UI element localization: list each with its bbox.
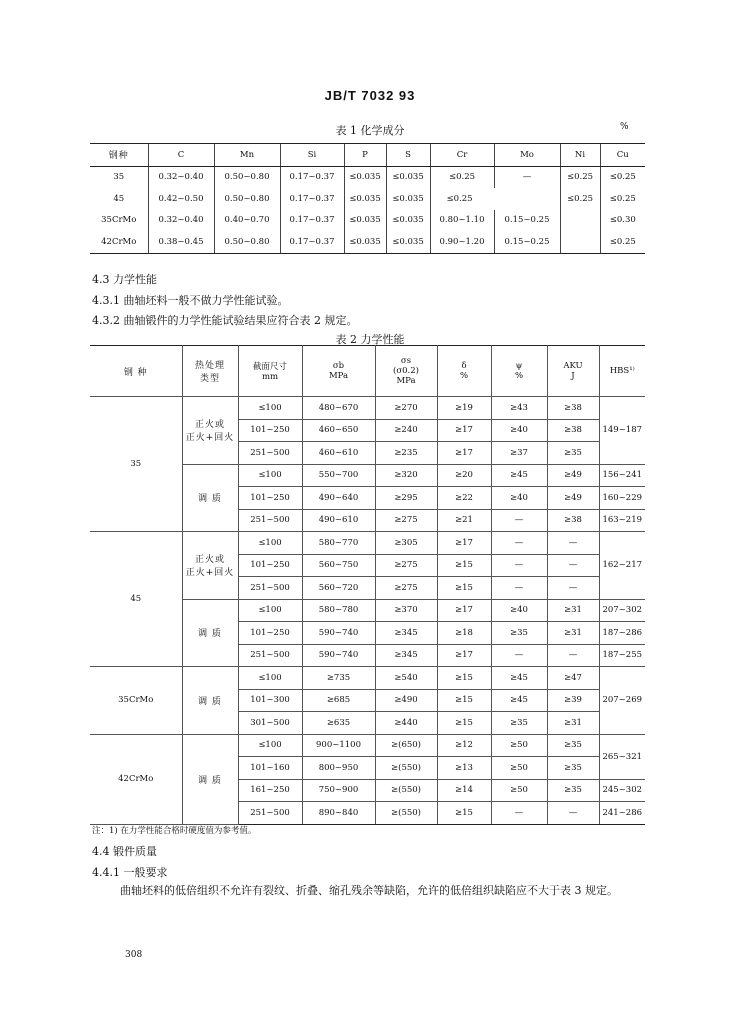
table-cell: — [491,802,547,825]
header-line: % [514,371,524,381]
table-cell: 162~217 [599,532,645,600]
table-cell: 0.50~0.80 [214,231,280,253]
table-cell: ≥540 [375,667,437,690]
table-cell: 42CrMo [90,231,148,253]
table-cell: — [547,802,599,825]
table-cell: 251~500 [238,509,302,532]
table-cell: ≤0.25 [560,188,600,210]
table-cell: 580~780 [302,599,375,622]
col-header: 钢种 [90,144,148,167]
table-cell: 156~241 [599,464,645,487]
table-cell: ≤0.25 [600,188,645,210]
heat-type [182,397,238,465]
table-cell: — [547,532,599,555]
table-cell: ≥295 [375,487,437,510]
header-line: MPa [328,371,349,381]
heat-type: 调 质 [182,599,238,667]
header-line: σb [332,361,345,371]
table-row [90,231,645,253]
table-cell: ≥40 [491,419,547,442]
table-cell: 0.40~0.70 [214,210,280,232]
header-line: MPa [396,376,416,386]
table-cell: ≥31 [547,712,599,735]
table-cell: 0.17~0.37 [280,188,344,210]
table-cell: ≥735 [302,667,375,690]
col-header: Ni [560,144,600,167]
steel-grade: 45 [90,532,182,667]
table-cell: 35 [113,172,125,183]
table-cell: 161~250 [238,779,302,802]
table-cell: ≥47 [547,667,599,690]
col-header: Mn [214,144,280,167]
table-cell: ≥(550) [375,802,437,825]
table-cell: ≤0.035 [386,166,430,188]
table-cell: 251~500 [238,577,302,600]
heat-type: 调 质 [182,464,238,532]
steel-grade: 42CrMo [90,734,182,824]
table-cell: ≥45 [491,464,547,487]
table-cell: ≥37 [491,442,547,465]
table-cell: 0.17~0.37 [280,166,344,188]
table-row [90,166,645,188]
col-header-impact [547,346,599,397]
table-cell: 0.80~1.10 [430,210,494,232]
table-cell: ≥19 [437,397,491,420]
table-cell: 590~740 [302,622,375,645]
table-cell: 580~770 [302,532,375,555]
table-cell: ≥43 [491,397,547,420]
table-cell: 187~286 [599,622,645,645]
header-line: 截面尺寸 [252,362,287,372]
table-cell: ≥490 [375,689,437,712]
section-4-4-1: 4.4.1 一般要求 [92,866,168,879]
table-cell: 241~286 [599,802,645,825]
table-cell: 251~500 [238,802,302,825]
table-cell: ≥35 [547,442,599,465]
table-cell: ≥(650) [375,734,437,757]
table-cell: ≤100 [238,667,302,690]
col-header: Cr [430,144,494,167]
table-cell: 480~670 [302,397,375,420]
table-cell: ≤0.25 [600,166,645,188]
page-number: 308 [125,950,143,960]
table-cell: 560~750 [302,554,375,577]
table-cell: 0.42~0.50 [148,188,214,210]
col-header-hardness: HBS¹⁾ [599,346,645,397]
table-row [90,188,645,210]
table-cell: 0.32~0.40 [148,210,214,232]
table-cell: 149~187 [599,397,645,465]
table-cell: 101~250 [238,487,302,510]
table-cell: ≤0.25 [430,166,494,188]
standard-header: JB/T 7032 93 [324,88,416,103]
table-cell: ≥18 [437,622,491,645]
table-cell: ≥39 [547,689,599,712]
table-cell: ≥17 [437,419,491,442]
mechanical-properties-table [90,345,645,825]
table-cell: ≤0.035 [344,188,386,210]
table2-caption: 表 2 力学性能 [335,333,405,346]
table-cell: ≤0.25 [600,231,645,253]
heat-line: 正火或 [194,555,225,566]
table-cell: ≥15 [437,802,491,825]
section-4-4: 4.4 锻件质量 [92,845,157,858]
table-cell [560,210,600,232]
table-cell: ≥17 [437,644,491,667]
table-cell: ≥440 [375,712,437,735]
table-cell: 900~1100 [302,734,375,757]
table-cell: 35CrMo [101,215,137,226]
table-cell: ≤100 [238,532,302,555]
table-row [90,397,645,420]
table-cell: 0.17~0.37 [280,210,344,232]
table-cell: ≥49 [547,487,599,510]
table-cell: 0.15~0.25 [494,231,560,253]
table-cell: ≤0.035 [386,188,430,210]
table-cell: ≥12 [437,734,491,757]
header-line: 热处理 [194,361,225,371]
table-cell: 101~250 [238,419,302,442]
table1-header-row [90,144,645,167]
table-cell: ≥50 [491,779,547,802]
table-cell: ≥15 [437,554,491,577]
table-cell: 187~255 [599,644,645,667]
table-cell: ≥635 [302,712,375,735]
table-cell: — [491,554,547,577]
table-cell: ≥275 [375,554,437,577]
table-cell: ≥50 [491,757,547,780]
table-cell: — [491,577,547,600]
table-cell: — [491,532,547,555]
heat-type [182,532,238,600]
steel-grade: 35 [90,397,182,532]
table-cell: ≥685 [302,689,375,712]
col-header-reduction [491,346,547,397]
header-line: 类型 [199,374,220,384]
col-header: Si [280,144,344,167]
table-cell: 560~720 [302,577,375,600]
table-cell: 251~500 [238,442,302,465]
table-cell: 101~300 [238,689,302,712]
table-cell: ≥17 [437,599,491,622]
heat-type: 调 质 [182,734,238,824]
table-cell: ≤0.035 [344,210,386,232]
table-cell: ≥15 [437,689,491,712]
table-cell: ≥45 [491,667,547,690]
table-cell: ≥22 [437,487,491,510]
header-line: mm [261,372,279,382]
table-cell: ≤0.035 [344,231,386,253]
steel-grade: 35CrMo [90,667,182,735]
table-row [90,210,645,232]
table-cell: ≥40 [491,599,547,622]
table-cell: 750~900 [302,779,375,802]
table-cell: ≥345 [375,622,437,645]
table-row [90,734,645,757]
table-cell: — [547,577,599,600]
table-cell: ≥20 [437,464,491,487]
heat-line: 正火或 [194,420,225,431]
section-4-3-2: 4.3.2 曲轴锻件的力学性能试验结果应符合表 2 规定。 [92,314,358,327]
table-cell: ≥305 [375,532,437,555]
table-cell: ≤100 [238,397,302,420]
table-cell: ≤0.035 [344,166,386,188]
section-4-3: 4.3 力学性能 [92,273,157,286]
header-line: (σ0.2) [393,366,419,376]
col-header: Cu [600,144,645,167]
table-cell: 207~269 [599,667,645,735]
table-cell: 0.32~0.40 [148,166,214,188]
table-cell: ≤0.035 [386,231,430,253]
table-cell: — [491,509,547,532]
table-cell: 163~219 [599,509,645,532]
table-cell: ≥35 [547,779,599,802]
table-cell: 490~610 [302,509,375,532]
col-header-tensile [302,346,375,397]
col-header: Mo [494,144,560,167]
table-cell: 890~840 [302,802,375,825]
table-cell: ≤100 [238,464,302,487]
section-4-3-1: 4.3.1 曲轴坯料一般不做力学性能试验。 [92,294,289,307]
table2-note: 注：1) 在力学性能合格时硬度值为参考值。 [92,826,257,836]
table-cell: 160~229 [599,487,645,510]
table-cell: ≥31 [547,622,599,645]
heat-line: 正火+回火 [185,568,235,579]
table-cell: 0.50~0.80 [214,166,280,188]
table-cell: 0.15~0.25 [494,210,560,232]
table-cell: 800~950 [302,757,375,780]
table-row [90,532,645,555]
table-cell: 45 [113,193,125,204]
table-cell: ≥15 [437,577,491,600]
table-cell: — [491,644,547,667]
table-cell: — [547,554,599,577]
table-cell: — [494,166,560,188]
body-paragraph: 曲轴坯料的低倍组织不允许有裂纹、折叠、缩孔残余等缺陷，允许的低倍组织缺陷应不大于表 3 规定。 [120,884,618,897]
table-cell: ≤0.30 [600,210,645,232]
col-header-section-size [238,346,302,397]
table-cell: — [547,644,599,667]
table-cell: ≥275 [375,509,437,532]
table-cell: ≥270 [375,397,437,420]
col-header: P [344,144,386,167]
table-cell: ≥35 [491,622,547,645]
table-cell [560,231,600,253]
table-cell: 101~250 [238,622,302,645]
table-cell: 265~321 [599,734,645,779]
table-cell: ≥320 [375,464,437,487]
table-cell: ≥35 [547,757,599,780]
table-cell: ≥35 [547,734,599,757]
table-cell: ≤100 [238,599,302,622]
table-cell: ≥45 [491,689,547,712]
header-line: % [459,371,469,381]
table-cell: 245~302 [599,779,645,802]
table-cell: ≥240 [375,419,437,442]
table-cell: ≤0.25 [430,188,560,210]
table-cell: ≥235 [375,442,437,465]
header-line: δ [461,361,467,371]
col-header-heat-treatment [182,346,238,397]
col-header-elongation [437,346,491,397]
table-cell: ≥17 [437,442,491,465]
table-cell: 590~740 [302,644,375,667]
table-cell: ≥17 [437,532,491,555]
table-cell: 101~250 [238,554,302,577]
table-cell: ≤100 [238,734,302,757]
table-cell: 460~610 [302,442,375,465]
table-cell: 0.90~1.20 [430,231,494,253]
table-cell: 550~700 [302,464,375,487]
col-header: S [386,144,430,167]
table-cell: ≥14 [437,779,491,802]
table-cell: 490~640 [302,487,375,510]
table-cell: ≥13 [437,757,491,780]
table-cell: 0.38~0.45 [148,231,214,253]
table-row [90,667,645,690]
heat-line: 正火+回火 [185,433,235,444]
table1-caption: 表 1 化学成分 [335,124,405,137]
col-header: C [148,144,214,167]
heat-type: 调 质 [182,667,238,735]
table-cell: ≥35 [491,712,547,735]
col-header-yield [375,346,437,397]
table-cell: 460~650 [302,419,375,442]
table-cell: ≥370 [375,599,437,622]
table-cell: ≤0.25 [560,166,600,188]
table-cell: ≥49 [547,464,599,487]
table-cell: ≥(550) [375,757,437,780]
table-cell: ≥275 [375,577,437,600]
header-line: J [571,371,575,381]
table-cell: ≥(550) [375,779,437,802]
table-cell: ≥21 [437,509,491,532]
header-line: ψ [515,361,523,371]
col-header-steel: 钢 种 [90,346,182,397]
table2-header-row [90,346,645,397]
header-line: AKU [563,361,583,371]
table-cell: ≥38 [547,397,599,420]
header-line: σs [400,356,412,366]
table-cell: 301~500 [238,712,302,735]
table-cell: 251~500 [238,644,302,667]
table-cell: 207~302 [599,599,645,622]
table-cell: 0.50~0.80 [214,188,280,210]
table1-unit: % [620,122,629,132]
chemical-composition-table [90,143,645,254]
table-cell: ≥50 [491,734,547,757]
table-cell: ≥40 [491,487,547,510]
table-cell: ≥38 [547,509,599,532]
table-cell: ≥15 [437,712,491,735]
table-cell: ≤0.035 [386,210,430,232]
table-cell: 0.17~0.37 [280,231,344,253]
table-cell: ≥15 [437,667,491,690]
table-cell: ≥38 [547,419,599,442]
table-cell: ≥345 [375,644,437,667]
table-cell: 101~160 [238,757,302,780]
table-cell: ≥31 [547,599,599,622]
